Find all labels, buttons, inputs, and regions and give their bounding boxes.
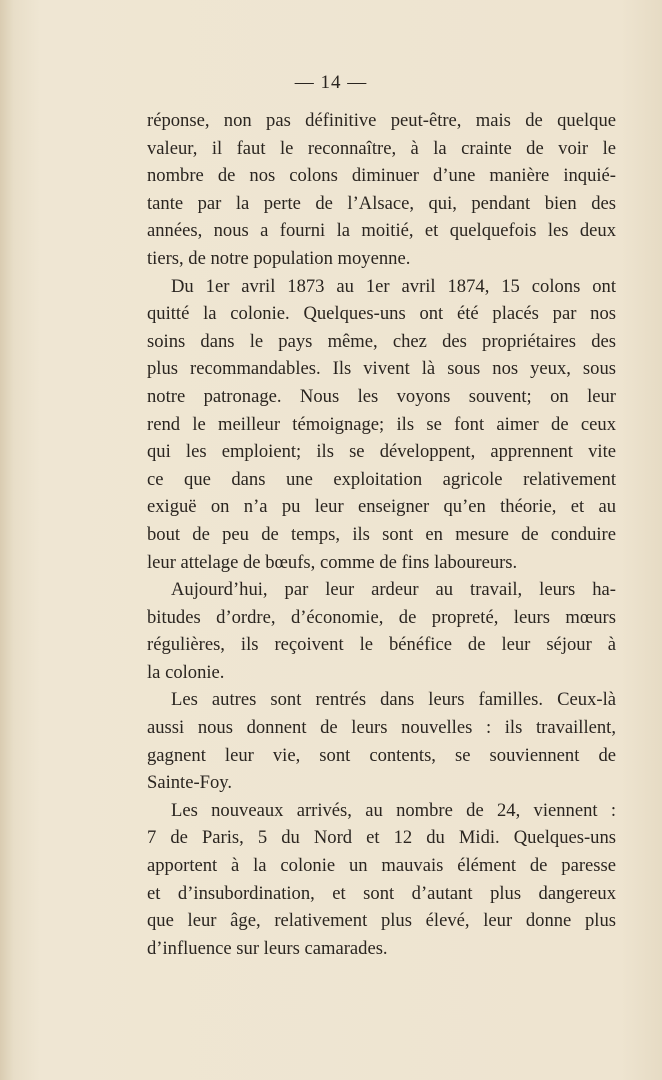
text-line: Les autres sont rentrés dans leurs familles. Ceux-là (171, 689, 616, 711)
body-text (147, 107, 616, 962)
text-line: régulières, ils reçoivent le bénéfice de leur séjour à (147, 634, 616, 656)
text-line: tiers, de notre population moyenne. (147, 247, 411, 269)
text-line: Aujourd’hui, par leur ardeur au travail, leurs ha- (171, 579, 616, 601)
text-line: années, nous a fourni la moitié, et quelquefois les deux (147, 220, 616, 242)
text-line: soins dans le pays même, chez des propriétaires des (147, 330, 616, 352)
text-line: exiguë on n’a pu leur enseigner qu’en théorie, et au (147, 496, 616, 518)
text-line: quitté la colonie. Quelques-uns ont été placés par nos (147, 303, 616, 325)
text-line: rend le meilleur témoignage; ils se font aimer de ceux (147, 413, 616, 435)
text-line: plus recommandables. Ils vivent là sous nos yeux, sous (147, 358, 616, 380)
text-line: ce que dans une exploitation agricole relativement (147, 468, 616, 490)
text-line: bitudes d’ordre, d’économie, de propreté, leurs mœurs (147, 606, 616, 628)
text-line: tante par la perte de l’Alsace, qui, pendant bien des (147, 192, 616, 214)
text-line: Du 1er avril 1873 au 1er avril 1874, 15 colons ont (171, 275, 616, 297)
text-line: Les nouveaux arrivés, au nombre de 24, viennent : (171, 799, 616, 821)
text-line: que leur âge, relativement plus élevé, leur donne plus (147, 910, 616, 932)
text-line: apportent à la colonie un mauvais élément de paresse (147, 855, 616, 877)
text-line: Sainte-Foy. (147, 772, 233, 794)
text-line: réponse, non pas définitive peut-être, mais de quelque (147, 110, 616, 131)
text-line: valeur, il faut le reconnaître, à la crainte de voir le (147, 137, 616, 159)
text-line: notre patronage. Nous les voyons souvent; on leur (147, 385, 616, 407)
page-number: — 14 — (294, 72, 368, 93)
text-line: aussi nous donnent de leurs nouvelles : ils travaillent, (147, 717, 616, 739)
text-line: gagnent leur vie, sont contents, se souviennent de (147, 744, 616, 766)
text-line: qui les emploient; ils se développent, apprennent vite (147, 441, 616, 463)
text-line: leur attelage de bœufs, comme de fins laboureurs. (147, 551, 518, 573)
text-line: bout de peu de temps, ils sont en mesure de conduire (147, 523, 616, 545)
text-line: la colonie. (147, 661, 225, 683)
text-line: d’influence sur leurs camarades. (147, 937, 388, 959)
text-line: 7 de Paris, 5 du Nord et 12 du Midi. Quelques-uns (147, 827, 616, 849)
text-line: nombre de nos colons diminuer d’une manière inquié- (147, 165, 616, 187)
text-line: et d’insubordination, et sont d’autant plus dangereux (147, 882, 616, 904)
